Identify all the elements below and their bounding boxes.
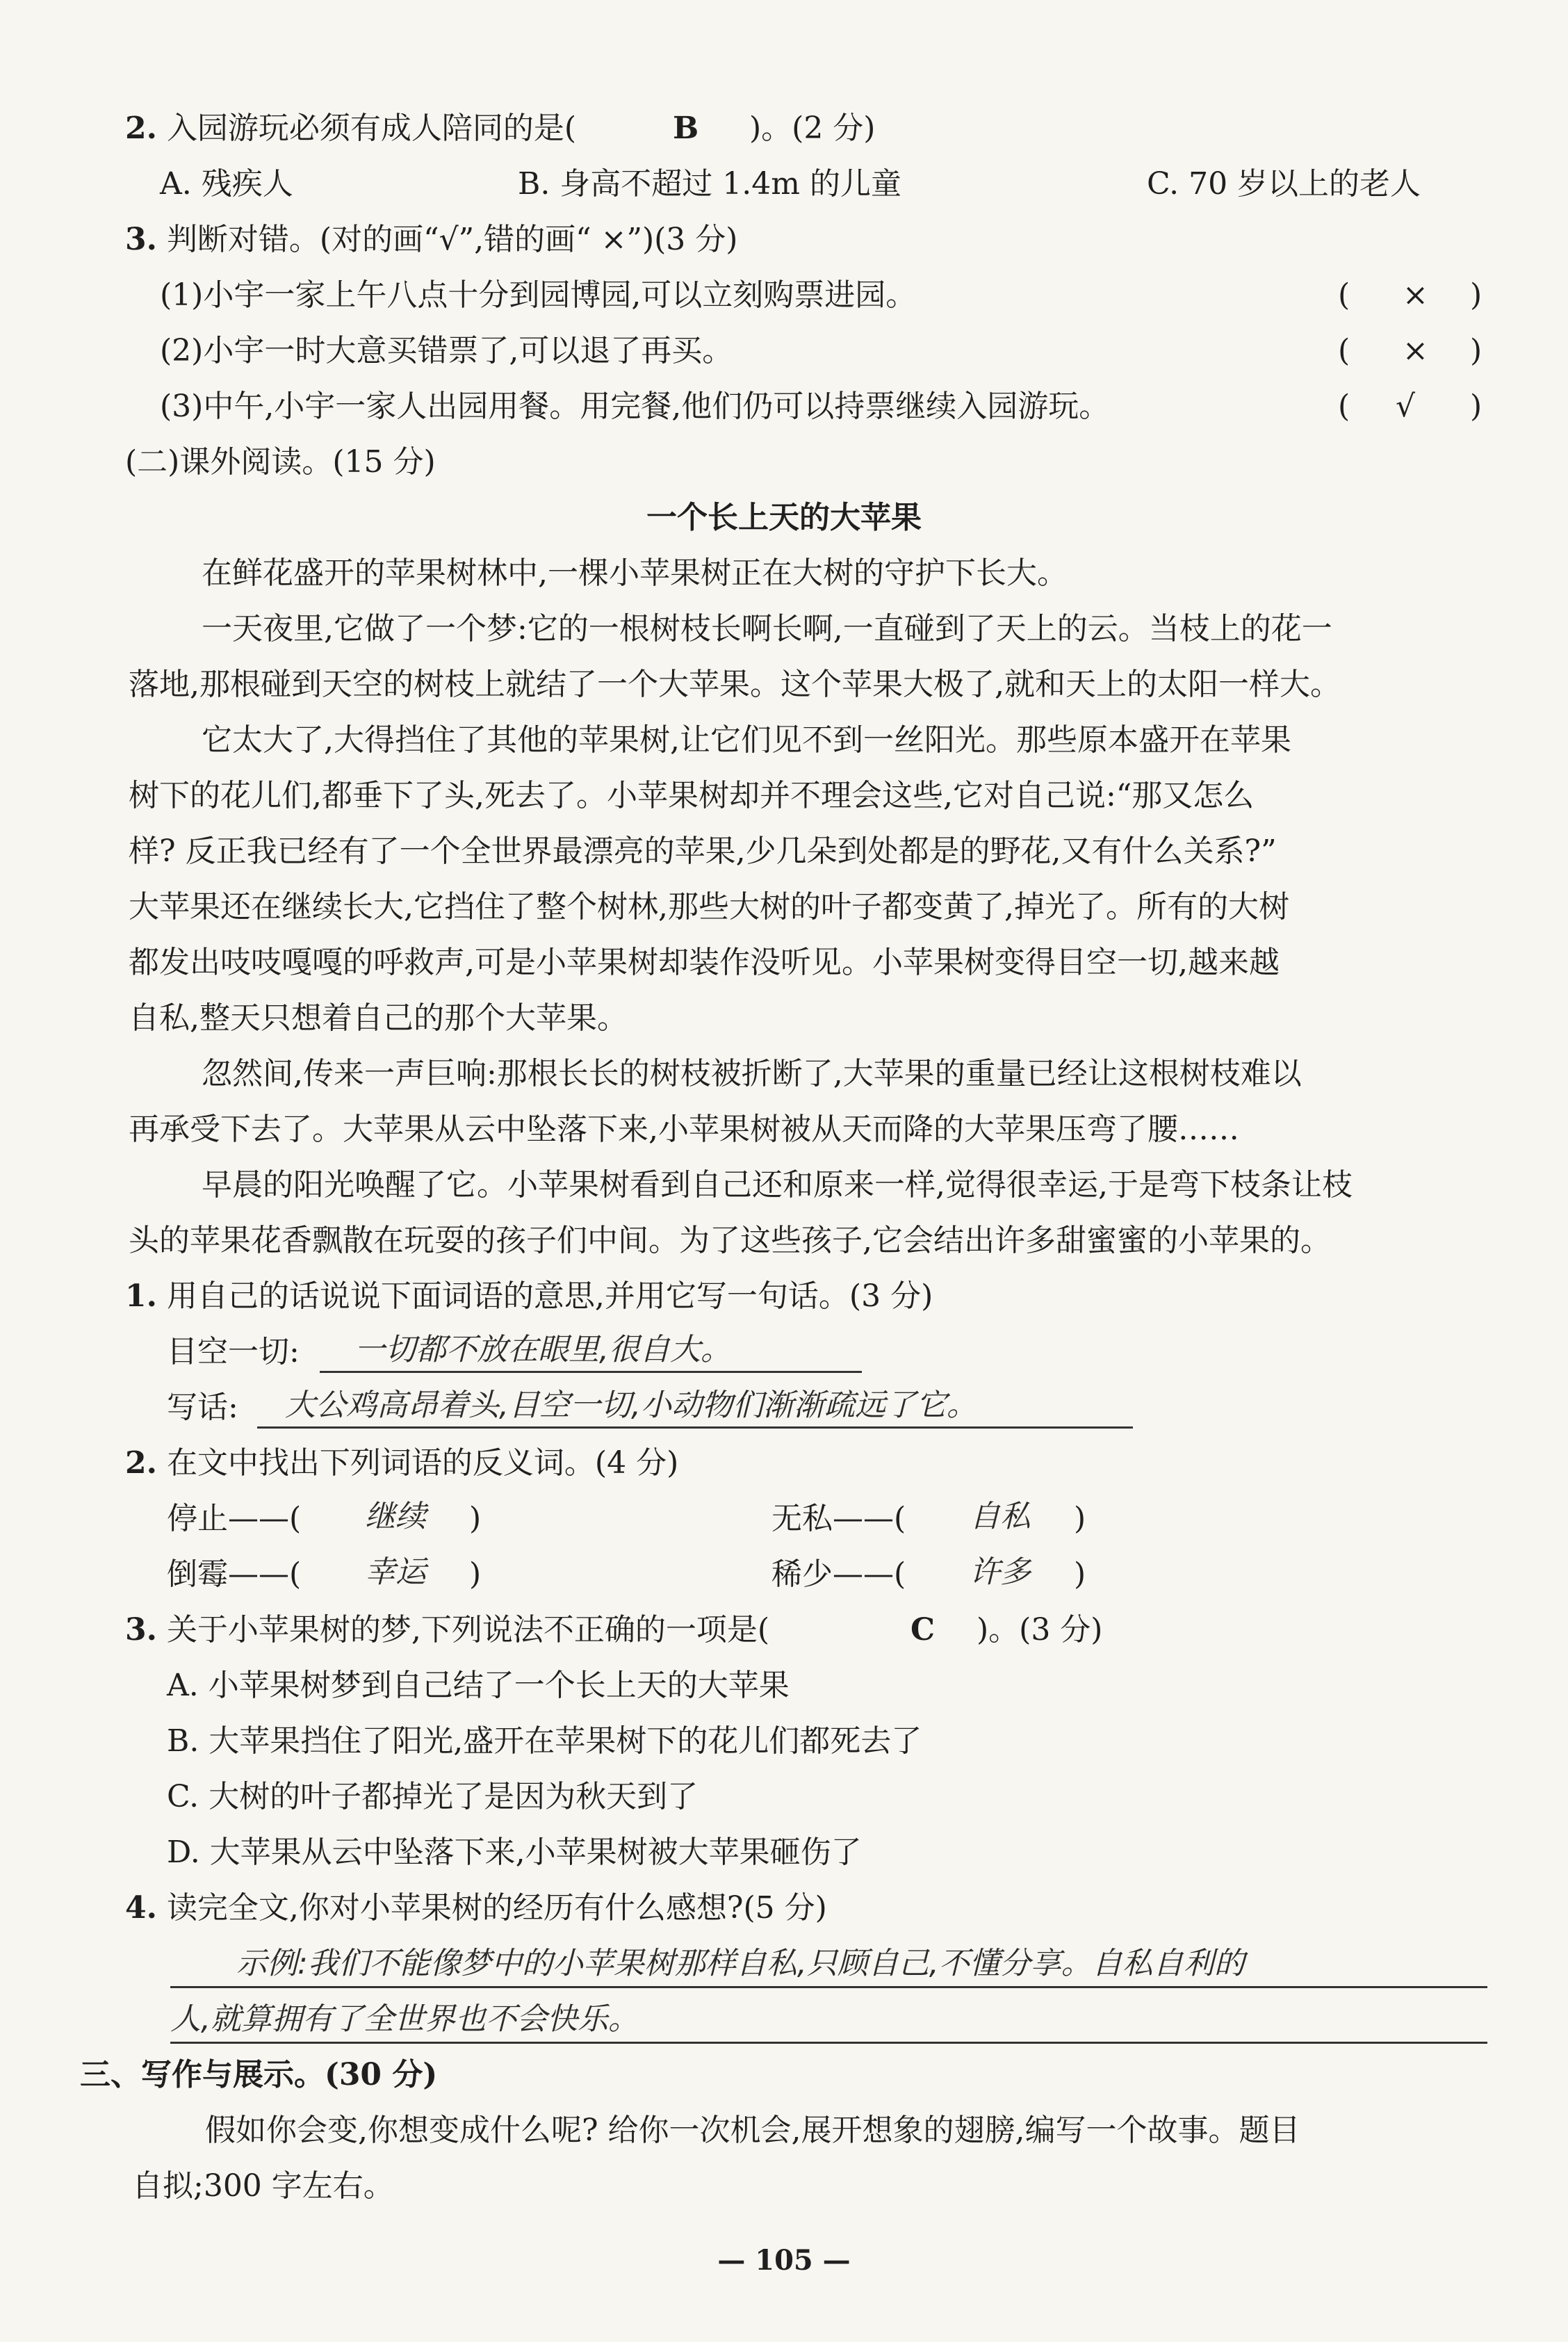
q2-pair-4-answer: 许多 [970, 1554, 1031, 1590]
q3-prev-item-2-mark: × [1403, 333, 1428, 368]
q3-prev-num: 3. [125, 222, 157, 257]
q1-sentence-underline [257, 1426, 1133, 1429]
q4-answer-line-1: 示例:我们不能像梦中的小苹果树那样自私,只顾自己,不懂分享。自私自利的 [236, 1946, 1245, 1981]
q4-text: 读完全文,你对小苹果树的经历有什么感想?(5 分) [166, 1890, 827, 1926]
q1-stem [125, 1276, 933, 1317]
q2-pair-1-close: ) [469, 1501, 482, 1536]
article-line-1: 在鲜花盛开的苹果树林中,一棵小苹果树正在大树的守护下长大。 [202, 555, 1068, 591]
q2-pair-3-word: 倒霉——( [167, 1556, 302, 1592]
section-three-heading: 三、写作与展示。(30 分) [80, 2057, 438, 2092]
q2-prev-option-c: C. 70 岁以上的老人 [1147, 166, 1421, 202]
q3-option-c: C. 大树的叶子都掉光了是因为秋天到了 [167, 1779, 699, 1814]
section-three-line-2: 自拟;300 字左右。 [132, 2168, 394, 2204]
q3-option-a: A. 小苹果树梦到自己结了一个长上天的大苹果 [167, 1668, 790, 1703]
q3-prev-item-1: (1)小宇一家上午八点十分到园博园,可以立刻购票进园。 [160, 277, 917, 313]
q2-pair-1-word: 停止——( [167, 1501, 302, 1536]
article-line-8: 都发出吱吱嘎嘎的呼救声,可是小苹果树却装作没听见。小苹果树变得目空一切,越来越 [129, 945, 1280, 980]
page-number: — 105 — [717, 2244, 851, 2277]
q3-prev-item-1-close: ) [1470, 277, 1483, 313]
q3-prev-item-3-mark: √ [1396, 389, 1416, 424]
article-line-11: 再承受下去了。大苹果从云中坠落下来,小苹果树被从天而降的大苹果压弯了腰…… [129, 1112, 1239, 1147]
q2-prev-num: 2. [125, 111, 157, 146]
q4-underline-2 [170, 2042, 1487, 2044]
q2-pair-2-close: ) [1074, 1501, 1086, 1536]
q1-num: 1. [125, 1278, 157, 1314]
q3-prev-item-3-close: ) [1470, 389, 1483, 424]
q3-answer: C [910, 1612, 936, 1648]
q2-prev-stem [125, 108, 576, 149]
q2-prev-option-b: B. 身高不超过 1.4m 的儿童 [518, 166, 901, 202]
q4-answer-line-2: 人,就算拥有了全世界也不会快乐。 [170, 2001, 639, 2037]
q1-word-label: 目空一切: [167, 1334, 300, 1369]
section-three-line-1: 假如你会变,你想变成什么呢? 给你一次机会,展开想象的翅膀,编写一个故事。题目 [205, 2113, 1300, 2148]
q3-prev-item-1-mark: × [1403, 277, 1428, 313]
q1-text: 用自己的话说说下面词语的意思,并用它写一句话。(3 分) [166, 1278, 933, 1314]
q1-word-answer: 一切都不放在眼里,很自大。 [354, 1332, 731, 1367]
q3-prev-item-2-close: ) [1470, 333, 1483, 368]
q3-prev-text: 判断对错。(对的画“√”,错的画“ ×”)(3 分) [166, 222, 738, 257]
article-line-13: 头的苹果花香飘散在玩耍的孩子们中间。为了这些孩子,它会结出许多甜蜜蜜的小苹果的。 [129, 1223, 1331, 1258]
q2-pair-1-answer: 继续 [365, 1499, 426, 1534]
q4-underline-1 [170, 1986, 1487, 1988]
q3-prev-item-2-open: ( [1338, 333, 1350, 368]
article-line-5: 树下的花儿们,都垂下了头,死去了。小苹果树却并不理会这些,它对自己说:“那又怎么 [129, 778, 1255, 813]
article-line-9: 自私,整天只想着自己的那个大苹果。 [129, 1000, 628, 1036]
q2-pair-2-word: 无私——( [771, 1501, 906, 1536]
q3-stem [125, 1609, 769, 1651]
article-line-12: 早晨的阳光唤醒了它。小苹果树看到自己还和原来一样,觉得很幸运,于是弯下枝条让枝 [202, 1167, 1353, 1203]
section-two-heading: (二)课外阅读。(15 分) [125, 444, 436, 480]
q3-tail: )。(3 分) [977, 1612, 1103, 1648]
q2-stem [125, 1442, 678, 1484]
q2-pair-4-close: ) [1074, 1556, 1086, 1592]
q2-pair-3-answer: 幸运 [365, 1554, 426, 1590]
q3-prev-item-2: (2)小宇一时大意买错票了,可以退了再买。 [160, 333, 733, 368]
article-line-10: 忽然间,传来一声巨响:那根长长的树枝被折断了,大苹果的重量已经让这根树枝难以 [202, 1056, 1302, 1091]
q2-text: 在文中找出下列词语的反义词。(4 分) [166, 1445, 679, 1481]
q2-num: 2. [125, 1445, 157, 1481]
q1-sentence-label: 写话: [167, 1390, 238, 1425]
q3-option-b: B. 大苹果挡住了阳光,盛开在苹果树下的花儿们都死去了 [167, 1723, 922, 1759]
q2-prev-answer: B [673, 111, 699, 146]
q3-prev-stem [125, 219, 737, 261]
q2-pair-3-close: ) [469, 1556, 482, 1592]
article-line-4: 它太大了,大得挡住了其他的苹果树,让它们见不到一丝阳光。那些原本盛开在苹果 [202, 722, 1291, 758]
article-title: 一个长上天的大苹果 [646, 500, 922, 535]
q3-prev-item-1-open: ( [1338, 277, 1350, 313]
article-line-7: 大苹果还在继续长大,它挡住了整个树林,那些大树的叶子都变黄了,掉光了。所有的大树 [129, 889, 1289, 925]
q1-sentence-answer: 大公鸡高昂着头,目空一切,小动物们渐渐疏远了它。 [285, 1388, 977, 1423]
q4-num: 4. [125, 1890, 157, 1926]
q1-word-underline [320, 1371, 862, 1373]
q3-num: 3. [125, 1612, 157, 1648]
q3-prev-item-3-open: ( [1338, 389, 1350, 424]
q2-prev-option-a: A. 残疾人 [160, 166, 293, 202]
q2-prev-text: 入园游玩必须有成人陪同的是( [166, 111, 577, 146]
q3-option-d: D. 大苹果从云中坠落下来,小苹果树被大苹果砸伤了 [167, 1835, 862, 1870]
q4-stem [125, 1887, 827, 1929]
q3-text: 关于小苹果树的梦,下列说法不正确的一项是( [166, 1612, 770, 1648]
q2-prev-tail: )。(2 分) [749, 111, 876, 146]
q3-prev-item-3: (3)中午,小宇一家人出园用餐。用完餐,他们仍可以持票继续入园游玩。 [160, 389, 1110, 424]
q2-pair-2-answer: 自私 [970, 1499, 1031, 1534]
article-line-2: 一天夜里,它做了一个梦:它的一根树枝长啊长啊,一直碰到了天上的云。当枝上的花一 [202, 611, 1332, 647]
article-line-6: 样? 反正我已经有了一个全世界最漂亮的苹果,少几朵到处都是的野花,又有什么关系?” [129, 833, 1277, 869]
article-line-3: 落地,那根碰到天空的树枝上就结了一个大苹果。这个苹果大极了,就和天上的太阳一样大。 [129, 667, 1341, 702]
q2-pair-4-word: 稀少——( [771, 1556, 906, 1592]
